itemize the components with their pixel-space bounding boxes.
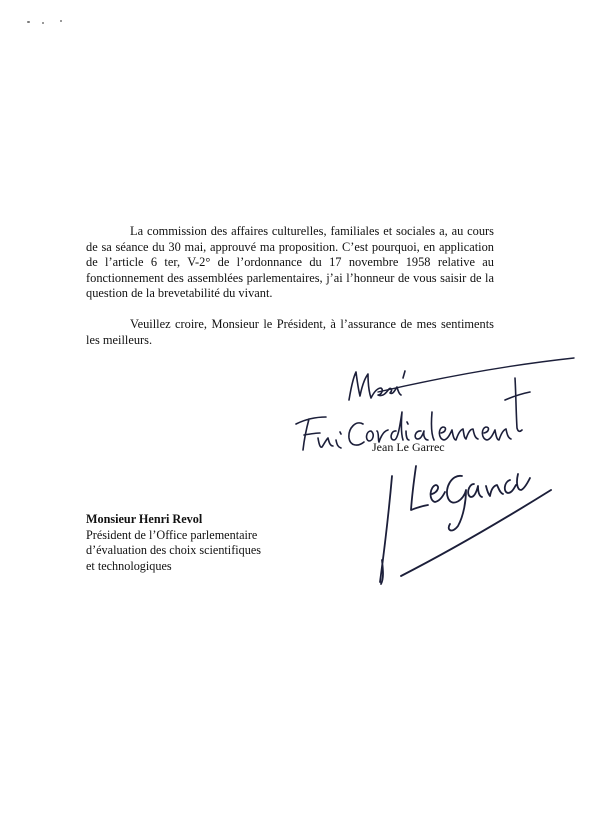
handwritten-le-garrec [380,476,392,584]
handwritten-merci [349,372,401,400]
recipient-title-line-2: d’évaluation des choix scientifiques [86,543,261,557]
recipient-title-line-1: Président de l’Office parlementaire [86,527,258,542]
recipient-title-line-3: et technologiques [86,558,172,573]
signer-name: Jean Le Garrec [372,440,445,454]
handwritten-cordialement [296,378,530,450]
body-paragraph-request: La commission des affaires culturelles, familiales et sociales a, au cours de sa séance du 30 mai, approuvé ma proposition. C’est pourquoi, en application de l’article 6 ter, V-2° de l’ordonnance du 17 novembre 1958 relative au fonctionnement des assemblées parlementaires, j’ai l’honneur de vous saisir de la question de la brevetabilité du vivant. [86,224,494,301]
signature-underline [401,490,551,576]
recipient-name: Monsieur Henri Revol [86,512,203,526]
body-paragraph-closing: Veuillez croire, Monsieur le Président, à l’assurance de mes sentiments les meilleurs. [86,316,494,347]
